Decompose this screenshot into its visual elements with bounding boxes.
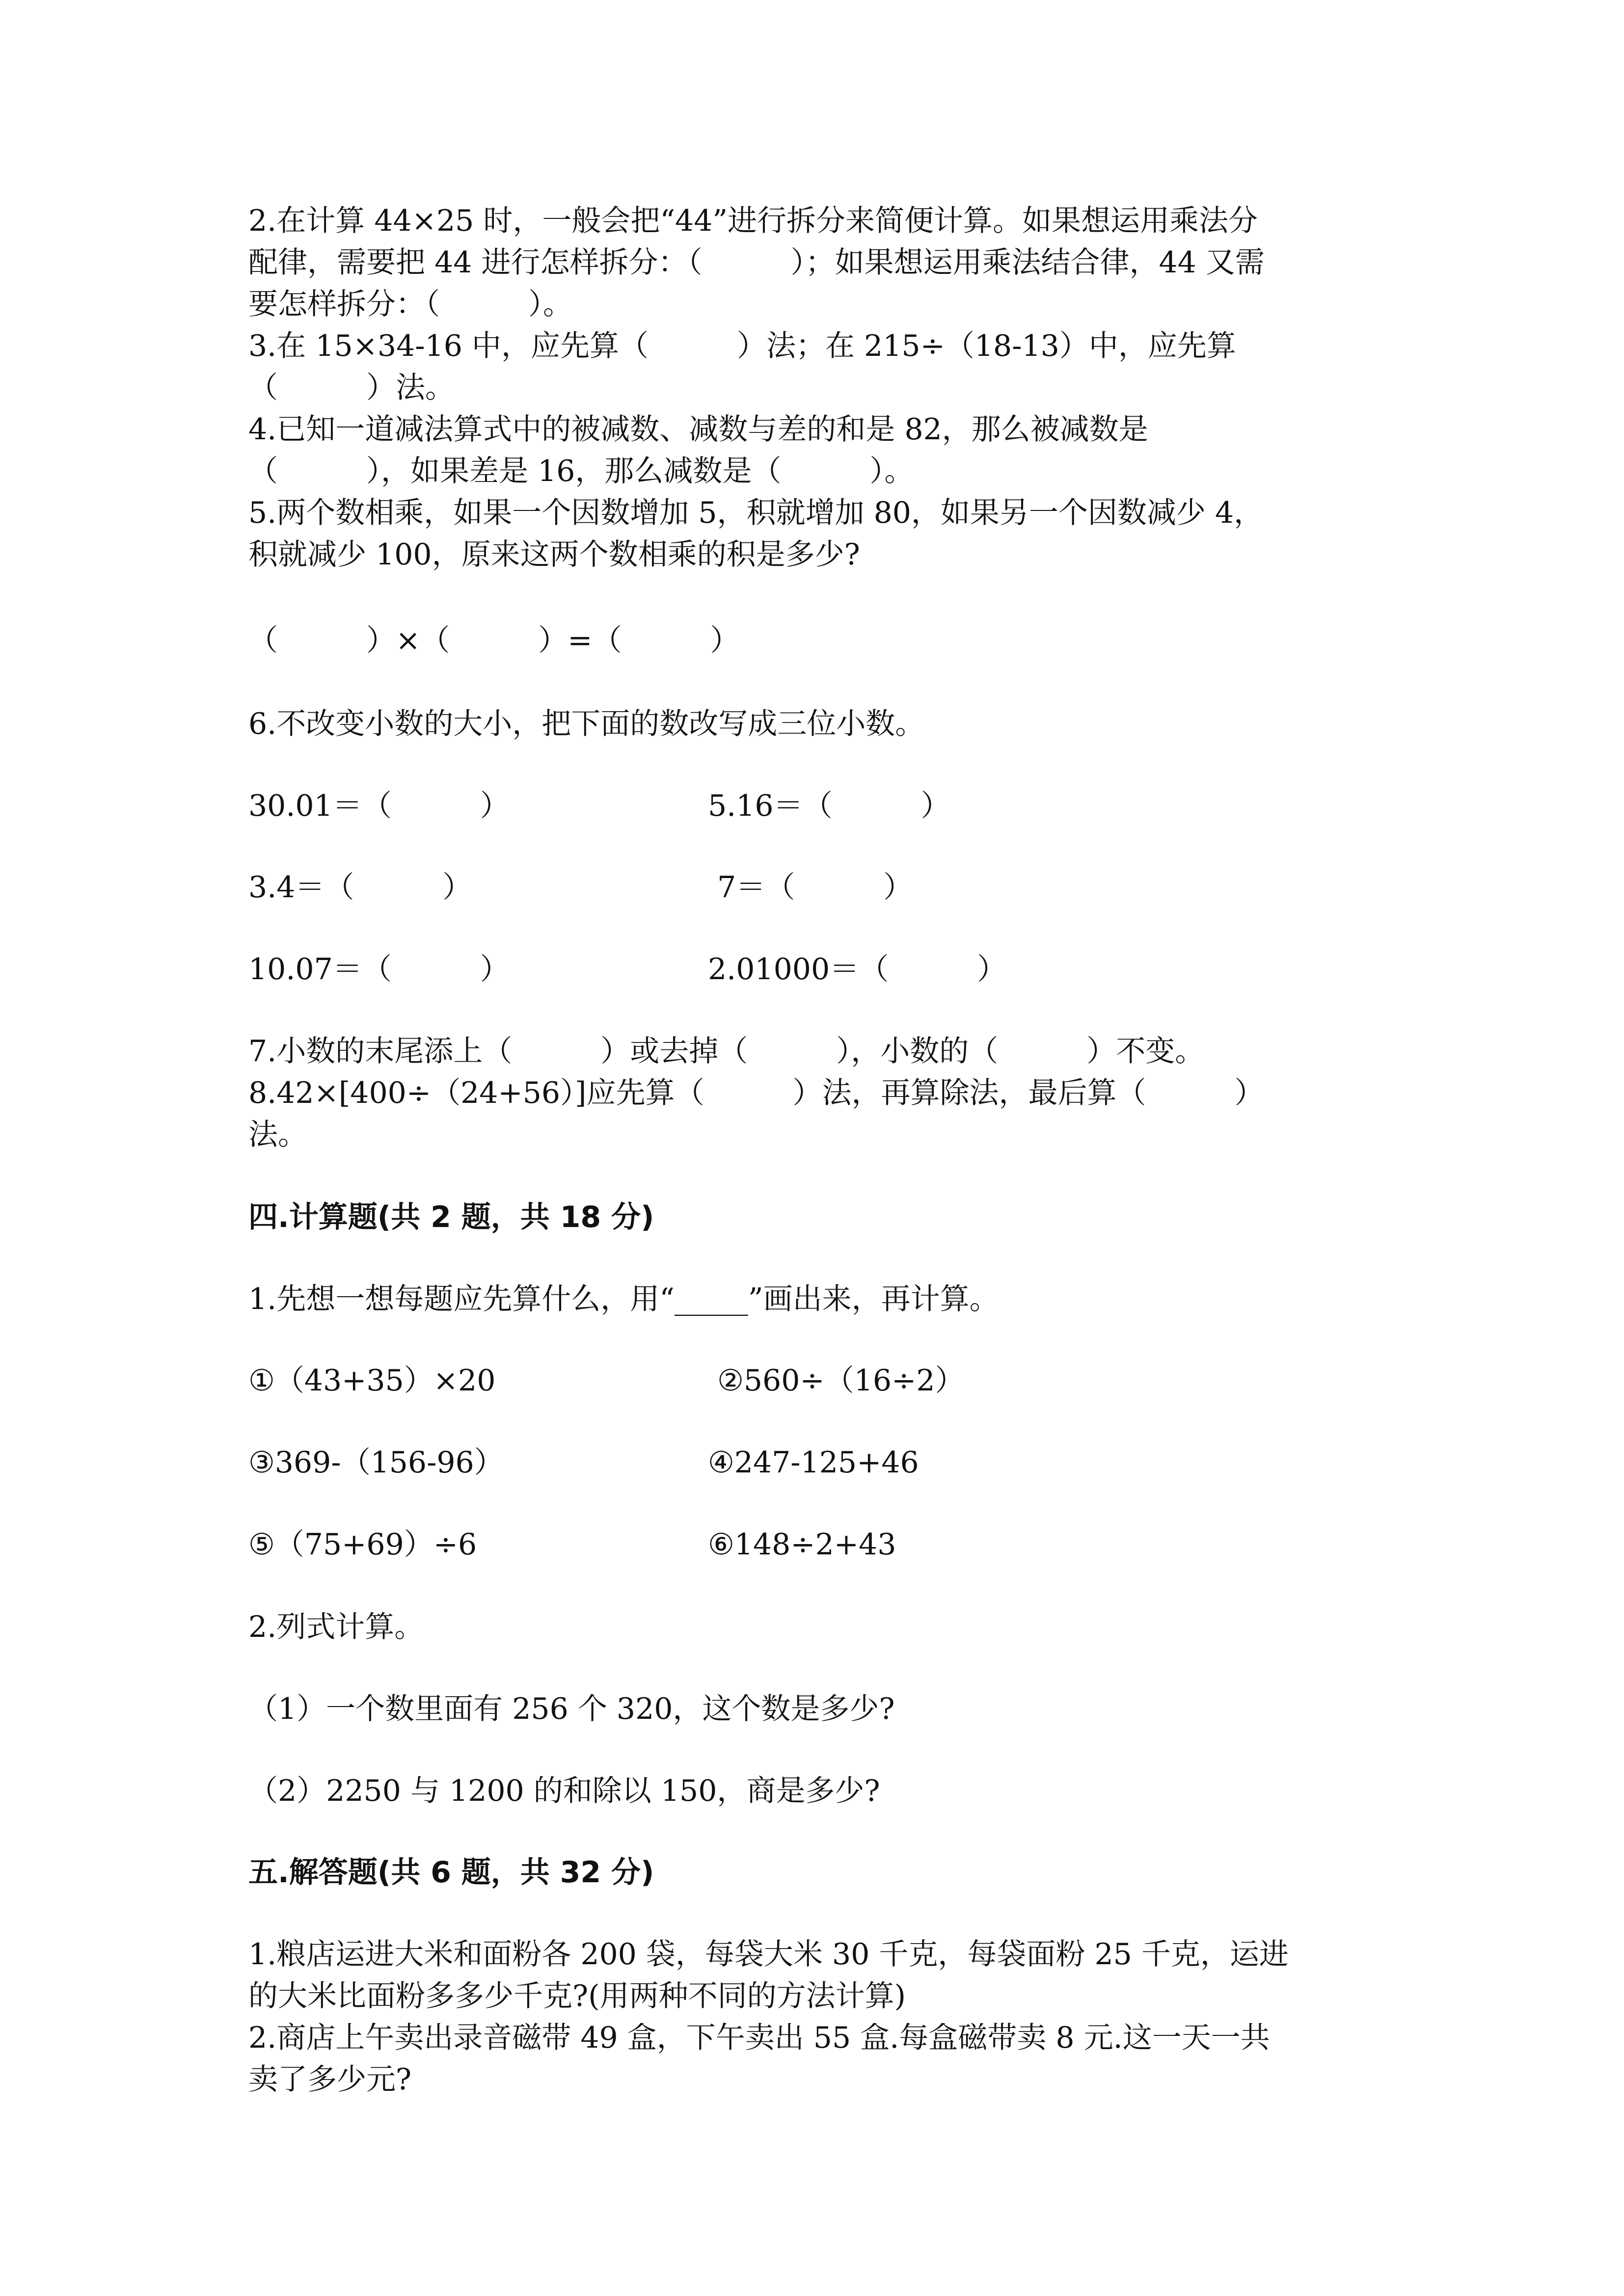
question-line: 1.粮店运进大米和面粉各 200 袋，每袋大米 30 千克，每袋面粉 25 千克，运进	[248, 1937, 1289, 1972]
calc-item: ④247-125+46	[708, 1445, 919, 1480]
question-line: 配律，需要把 44 进行怎样拆分：（ ）；如果想运用乘法结合律，44 又需	[248, 245, 1265, 280]
question-line: 3.在 15×34-16 中，应先算（ ）法；在 215÷（18-13）中，应先算	[248, 329, 1236, 363]
calc-item: ③369-（156-96）	[248, 1445, 504, 1480]
question-line: 5.两个数相乘，如果一个因数增加 5，积就增加 80，如果另一个因数减少 4，	[248, 496, 1264, 530]
question-line: （ ）法。	[248, 371, 455, 405]
section-5-title: 五.解答题(共 6 题，共 32 分)	[248, 1855, 654, 1890]
question-line: 要怎样拆分：（ ）。	[248, 287, 572, 321]
conversion-item: 7＝（ ）	[708, 870, 913, 905]
question-line: 积就减少 100，原来这两个数相乘的积是多少?	[248, 537, 860, 572]
question-line: 卖了多少元?	[248, 2062, 412, 2097]
section-4-title: 四.计算题(共 2 题，共 18 分)	[248, 1200, 654, 1234]
calc-item: ①（43+35）×20	[248, 1363, 496, 1398]
conversion-item: 3.4＝（ ）	[248, 870, 472, 905]
question-line: 的大米比面粉多多少千克?(用两种不同的方法计算)	[248, 1979, 906, 2013]
question-line: 6.不改变小数的大小，把下面的数改写成三位小数。	[248, 707, 925, 741]
conversion-item: 30.01＝（ ）	[248, 789, 510, 823]
calc-item: ⑤（75+69）÷6	[248, 1527, 477, 1562]
question-line: 4.已知一道减法算式中的被减数、减数与差的和是 82，那么被减数是	[248, 412, 1148, 447]
conversion-item: 2.01000＝（ ）	[708, 952, 1007, 987]
word-problem: （2）2250 与 1200 的和除以 150，商是多少?	[248, 1774, 880, 1808]
calc-item: ⑥148÷2+43	[708, 1527, 896, 1562]
question-line: 法。	[248, 1118, 307, 1152]
question-line: 2.商店上午卖出录音磁带 49 盒，下午卖出 55 盒.每盒磁带卖 8 元.这一天一共	[248, 2021, 1270, 2055]
word-problem: （1）一个数里面有 256 个 320，这个数是多少?	[248, 1692, 895, 1726]
question-line: 8.42×[400÷（24+56）]应先算（ ）法，再算除法，最后算（ ）	[248, 1076, 1264, 1110]
question-3-7: 7.小数的末尾添上（ ）或去掉（ ），小数的（ ）不变。	[248, 1034, 1205, 1068]
conversion-item: 10.07＝（ ）	[248, 952, 510, 987]
question-4-2: 2.列式计算。	[248, 1610, 424, 1644]
conversion-item: 5.16＝（ ）	[708, 789, 950, 823]
question-4-1: 1.先想一想每题应先算什么，用“_____”画出来，再计算。	[248, 1282, 999, 1316]
question-line: （ ），如果差是 16，那么减数是（ ）。	[248, 454, 914, 488]
calc-item: ②560÷（16÷2）	[708, 1363, 965, 1398]
question-line: 2.在计算 44×25 时，一般会把“44”进行拆分来简便计算。如果想运用乘法分	[248, 204, 1258, 238]
answer-blank: （ ）×（ ）=（ ）	[248, 623, 740, 658]
